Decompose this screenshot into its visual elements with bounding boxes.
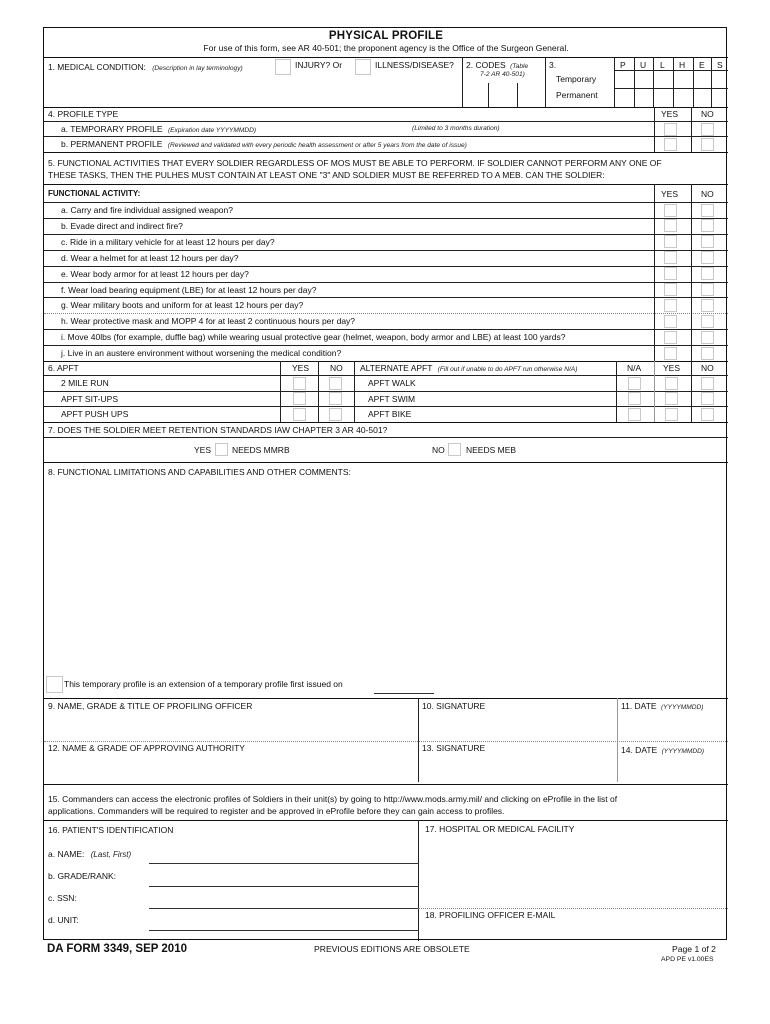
- pulhes-permanent-inputs[interactable]: [615, 89, 728, 106]
- apft-yes-checkbox[interactable]: [293, 377, 306, 390]
- functional-activity-text: a. Carry and fire individual assigned weapon?: [61, 205, 233, 215]
- patient-unit-label: d. UNIT:: [48, 915, 79, 925]
- divider: [44, 820, 728, 821]
- patient-unit-input[interactable]: [149, 912, 417, 928]
- divider: [44, 422, 728, 423]
- pulhes-l: L: [660, 60, 665, 70]
- medical-condition-label: [48, 63, 243, 73]
- signature-13-label: 13. SIGNATURE: [422, 743, 486, 753]
- apft-yes-checkbox[interactable]: [293, 408, 306, 421]
- apft-no-checkbox[interactable]: [329, 408, 342, 421]
- retention-yes-label: YES: [194, 445, 212, 455]
- functional-activity-yes-checkbox[interactable]: [664, 299, 677, 312]
- alt-no-header: NO: [701, 363, 714, 373]
- retention-standards-question: 7. DOES THE SOLDIER MEET RETENTION STANDARDS IAW CHAPTER 3 AR 40-501?: [48, 425, 388, 435]
- patient-ssn-label: c. SSN:: [48, 893, 77, 903]
- illness-checkbox[interactable]: [355, 59, 371, 75]
- alt-apft-event-label: APFT BIKE: [368, 409, 412, 420]
- divider: [691, 184, 692, 361]
- functional-activity-no-checkbox[interactable]: [701, 251, 714, 264]
- pulhes-s: S: [717, 60, 723, 70]
- functional-activity-yes-checkbox[interactable]: [664, 235, 677, 248]
- alt-apft-na-checkbox[interactable]: [628, 392, 641, 405]
- divider: [654, 184, 655, 361]
- signature-10-field[interactable]: [422, 714, 612, 738]
- functional-activity-yes-checkbox[interactable]: [664, 347, 677, 360]
- codes-label-text: 2. CODES: [466, 60, 506, 70]
- functional-activity-row: [44, 218, 728, 234]
- codes-hint-2: 7-2 AR 40-501): [480, 71, 525, 78]
- hospital-label: 17. HOSPITAL OR MEDICAL FACILITY: [425, 824, 575, 834]
- alt-apft-yes-checkbox[interactable]: [665, 392, 678, 405]
- temporary-limit-hint: (Limited to 3 months duration): [412, 125, 500, 132]
- alt-apft-na-checkbox[interactable]: [628, 408, 641, 421]
- temporary-profile-no-checkbox[interactable]: [701, 123, 714, 136]
- signature-10-label: 10. SIGNATURE: [422, 701, 486, 711]
- functional-activity-row: [44, 266, 728, 282]
- functional-yes-header: YES: [661, 189, 679, 199]
- extension-date-input[interactable]: [374, 693, 434, 694]
- temporary-profile-yes-checkbox[interactable]: [664, 123, 677, 136]
- apft-row: [44, 406, 728, 422]
- functional-activity-row: [44, 345, 728, 361]
- divider: [418, 820, 419, 941]
- extension-text: This temporary profile is an extension of a temporary profile first issued on: [64, 679, 343, 689]
- apft-no-checkbox[interactable]: [329, 392, 342, 405]
- divider: [44, 698, 728, 699]
- obsolete-notice: PREVIOUS EDITIONS ARE OBSOLETE: [314, 944, 470, 954]
- apft-no-header: NO: [330, 363, 343, 373]
- functional-limitations-label: 8. FUNCTIONAL LIMITATIONS AND CAPABILITIES AND OTHER COMMENTS:: [48, 467, 351, 477]
- alt-yes-header: YES: [663, 363, 681, 373]
- functional-activity-no-checkbox[interactable]: [701, 267, 714, 280]
- form-version: APD PE v1.00ES: [661, 956, 714, 963]
- hospital-input[interactable]: [422, 836, 724, 904]
- pulhes-p: P: [620, 60, 626, 70]
- divider: [654, 107, 655, 152]
- functional-activity-row: [44, 329, 728, 345]
- date-14-label: [621, 746, 704, 756]
- patient-ssn-input[interactable]: [149, 890, 417, 906]
- date-11-hint: (YYYYMMDD): [660, 704, 704, 711]
- profile-no-header: NO: [701, 109, 714, 119]
- apft-yes-header: YES: [292, 363, 310, 373]
- functional-activity-yes-checkbox[interactable]: [664, 219, 677, 232]
- divider: [44, 184, 728, 185]
- physical-profile-form: [43, 27, 727, 940]
- approving-authority-label: 12. NAME & GRADE OF APPROVING AUTHORITY: [48, 743, 245, 753]
- pulhes-e: E: [699, 60, 705, 70]
- signature-13-field[interactable]: [422, 756, 612, 780]
- retention-yes-checkbox[interactable]: [215, 443, 228, 456]
- patient-identification-label: 16. PATIENT'S IDENTIFICATION: [48, 825, 174, 835]
- codes-label: [466, 61, 528, 71]
- permanent-profile-label: [61, 140, 467, 150]
- functional-activity-row: [44, 250, 728, 266]
- functional-activity-row: [44, 282, 728, 298]
- profile-yes-header: YES: [661, 109, 679, 119]
- permanent-profile-text: b. PERMANENT PROFILE: [61, 139, 163, 149]
- divider: [149, 886, 419, 887]
- divider: [149, 863, 419, 864]
- form-title: PHYSICAL PROFILE: [328, 30, 444, 42]
- commanders-note-1: 15. Commanders can access the electronic profiles of Soldiers in their unit(s) by going to http://www.mods.army.mil/ and clicking on eProfile in the list of: [48, 794, 618, 804]
- functional-activity-no-checkbox[interactable]: [701, 331, 714, 344]
- temporary-profile-label: [61, 125, 256, 135]
- divider: [44, 741, 728, 742]
- divider: [149, 930, 419, 931]
- divider: [44, 361, 728, 362]
- divider: [44, 462, 728, 463]
- functional-activity-row: [44, 234, 728, 250]
- extension-checkbox[interactable]: [46, 676, 63, 693]
- date-14-text: 14. DATE: [621, 745, 658, 755]
- functional-activity-no-checkbox[interactable]: [701, 283, 714, 296]
- page-number: Page 1 of 2: [672, 944, 716, 954]
- functional-activity-text: i. Move 40lbs (for example, duffle bag) while wearing usual protective gear (helmet, weapon, body armor and LBE) at least 100 yards?: [61, 332, 566, 343]
- functional-activity-text: j. Live in an austere environment without worsening the medical condition?: [61, 348, 342, 359]
- divider: [44, 136, 728, 137]
- patient-grade-label: b. GRADE/RANK:: [48, 871, 117, 881]
- apft-label: 6. APFT: [48, 363, 79, 373]
- divider: [691, 107, 692, 152]
- functional-activities-intro-2: THESE TASKS, THEN THE PULHES MUST CONTAIN AT LEAST ONE "3" AND SOLDIER MUST BE REFERRED TO A MEB. CAN THE SOLDIER:: [48, 170, 605, 180]
- date-11-text: 11. DATE: [621, 701, 657, 711]
- divider: [354, 361, 355, 422]
- divider: [654, 361, 655, 422]
- divider: [280, 361, 281, 422]
- section3-label: 3.: [549, 60, 557, 70]
- apft-event-label: APFT SIT-UPS: [61, 393, 118, 404]
- temporary-profile-hint: (Expiration date YYYYMMDD): [167, 127, 257, 134]
- apft-yes-checkbox[interactable]: [293, 392, 306, 405]
- functional-activity-row: [44, 202, 728, 218]
- illness-label: ILLNESS/DISEASE?: [375, 60, 454, 70]
- functional-activity-text: f. Wear load bearing equipment (LBE) for at least 12 hours per day?: [61, 284, 317, 295]
- date-14-hint: (YYYYMMDD): [661, 748, 705, 755]
- divider: [617, 698, 618, 782]
- profiling-officer-input[interactable]: [48, 714, 414, 738]
- functional-activity-no-checkbox[interactable]: [701, 235, 714, 248]
- functional-activity-yes-checkbox[interactable]: [664, 267, 677, 280]
- temporary-label: Temporary: [556, 74, 597, 84]
- officer-email-label: 18. PROFILING OFFICER E-MAIL: [425, 910, 556, 920]
- injury-checkbox[interactable]: [275, 59, 291, 75]
- divider: [691, 361, 692, 422]
- divider: [44, 57, 728, 58]
- functional-activity-text: c. Ride in a military vehicle for at least 12 hours per day?: [61, 236, 275, 247]
- date-11-label: [621, 702, 703, 712]
- apft-row: [44, 391, 728, 407]
- medical-condition-input[interactable]: [48, 75, 458, 105]
- divider: [616, 361, 617, 422]
- functional-activity-yes-checkbox[interactable]: [664, 283, 677, 296]
- functional-activity-yes-checkbox[interactable]: [664, 204, 677, 217]
- medical-condition-label-text: 1. MEDICAL CONDITION:: [48, 62, 146, 72]
- permanent-profile-yes-checkbox[interactable]: [664, 138, 677, 151]
- profiling-officer-label: 9. NAME, GRADE & TITLE OF PROFILING OFFICER: [48, 701, 253, 711]
- functional-activity-no-checkbox[interactable]: [701, 299, 714, 312]
- functional-limitations-textarea[interactable]: [48, 480, 724, 672]
- alternate-apft-text: ALTERNATE APFT: [360, 363, 433, 373]
- alt-apft-no-checkbox[interactable]: [701, 408, 714, 421]
- needs-meb-label: NEEDS MEB: [466, 445, 517, 455]
- temporary-profile-text: a. TEMPORARY PROFILE: [61, 124, 163, 134]
- functional-activity-text: h. Wear protective mask and MOPP 4 for at least 2 continuous hours per day?: [61, 316, 356, 327]
- alt-apft-no-checkbox[interactable]: [701, 377, 714, 390]
- permanent-profile-no-checkbox[interactable]: [701, 138, 714, 151]
- commanders-note-2: applications. Commanders will be required to register and be approved in eProfile before they can gain access to profiles.: [48, 806, 505, 816]
- retention-no-checkbox[interactable]: [448, 443, 461, 456]
- permanent-profile-hint: (Reviewed and validated with every periodic health assessment or after 5 years from the date of issue): [167, 142, 467, 149]
- functional-activity-yes-checkbox[interactable]: [664, 315, 677, 328]
- functional-activity-text: b. Evade direct and indirect fire?: [61, 220, 183, 231]
- injury-label: INJURY? Or: [295, 60, 343, 70]
- patient-name-label: [48, 850, 131, 859]
- date-11-input[interactable]: [621, 714, 724, 738]
- functional-activity-yes-checkbox[interactable]: [664, 251, 677, 264]
- officer-email-input[interactable]: [422, 922, 724, 939]
- code-input-3[interactable]: [518, 83, 544, 106]
- profile-type-label: 4. PROFILE TYPE: [48, 109, 119, 119]
- pulhes-u: U: [640, 60, 647, 70]
- alternate-apft-label: [360, 364, 577, 374]
- divider: [418, 908, 728, 909]
- functional-activity-no-checkbox[interactable]: [701, 347, 714, 360]
- patient-grade-input[interactable]: [149, 868, 417, 884]
- pulhes-h: H: [679, 60, 686, 70]
- permanent-label: Permanent: [556, 90, 598, 100]
- patient-name-input[interactable]: [149, 846, 417, 862]
- retention-no-label: NO: [432, 445, 445, 455]
- divider: [44, 107, 728, 108]
- apft-event-label: 2 MILE RUN: [61, 378, 109, 388]
- pulhes-temporary-inputs[interactable]: [615, 71, 728, 87]
- divider: [418, 698, 419, 782]
- functional-activity-text: d. Wear a helmet for at least 12 hours per day?: [61, 252, 239, 263]
- divider: [44, 152, 728, 153]
- functional-activity-text: e. Wear body armor for at least 12 hours per day?: [61, 268, 249, 279]
- alt-na-header: N/A: [627, 363, 642, 373]
- approving-authority-input[interactable]: [48, 756, 414, 780]
- codes-hint: (Table: [510, 63, 529, 70]
- medical-condition-hint: (Description in lay terminology): [152, 65, 243, 72]
- divider: [318, 361, 319, 422]
- alternate-apft-hint: (Fill out if unable to do APFT run otherwise N/A): [437, 366, 578, 373]
- patient-name-hint: (Last, First): [90, 850, 132, 859]
- code-input-2[interactable]: [489, 83, 516, 106]
- functional-activity-row: [44, 297, 728, 313]
- expiration-date-input[interactable]: [284, 122, 404, 135]
- apft-row: [44, 375, 728, 391]
- divider: [149, 908, 419, 909]
- functional-activities-intro-1: 5. FUNCTIONAL ACTIVITIES THAT EVERY SOLDIER REGARDLESS OF MOS MUST BE ABLE TO PERFORM. IF SOLDIER CANNOT PERFORM ANY ONE OF: [48, 158, 662, 168]
- alt-apft-event-label: APFT WALK: [368, 378, 416, 388]
- needs-mmrb-label: NEEDS MMRB: [232, 445, 290, 455]
- alt-apft-event-label: APFT SWIM: [368, 393, 416, 404]
- divider: [545, 57, 546, 107]
- date-14-input[interactable]: [621, 758, 724, 780]
- functional-activity-header: FUNCTIONAL ACTIVITY:: [48, 189, 141, 198]
- apft-event-label: APFT PUSH UPS: [61, 409, 129, 420]
- functional-activity-no-checkbox[interactable]: [701, 315, 714, 328]
- functional-activity-no-checkbox[interactable]: [701, 204, 714, 217]
- code-input-1[interactable]: [463, 83, 487, 106]
- patient-name-text: a. NAME:: [48, 849, 85, 859]
- alt-apft-no-checkbox[interactable]: [701, 392, 714, 405]
- functional-activity-yes-checkbox[interactable]: [664, 331, 677, 344]
- functional-activity-text: g. Wear military boots and uniform for at least 12 hours per day?: [61, 300, 304, 311]
- apft-no-checkbox[interactable]: [329, 377, 342, 390]
- divider: [44, 784, 728, 785]
- alt-apft-yes-checkbox[interactable]: [665, 377, 678, 390]
- form-subtitle: For use of this form, see AR 40-501; the proponent agency is the Office of the Surgeon General.: [203, 43, 569, 53]
- functional-activity-no-checkbox[interactable]: [701, 219, 714, 232]
- functional-activity-row: [44, 313, 728, 329]
- divider: [44, 437, 728, 438]
- alt-apft-yes-checkbox[interactable]: [665, 408, 678, 421]
- alt-apft-na-checkbox[interactable]: [628, 377, 641, 390]
- functional-no-header: NO: [701, 189, 714, 199]
- form-id: DA FORM 3349, SEP 2010: [47, 943, 187, 955]
